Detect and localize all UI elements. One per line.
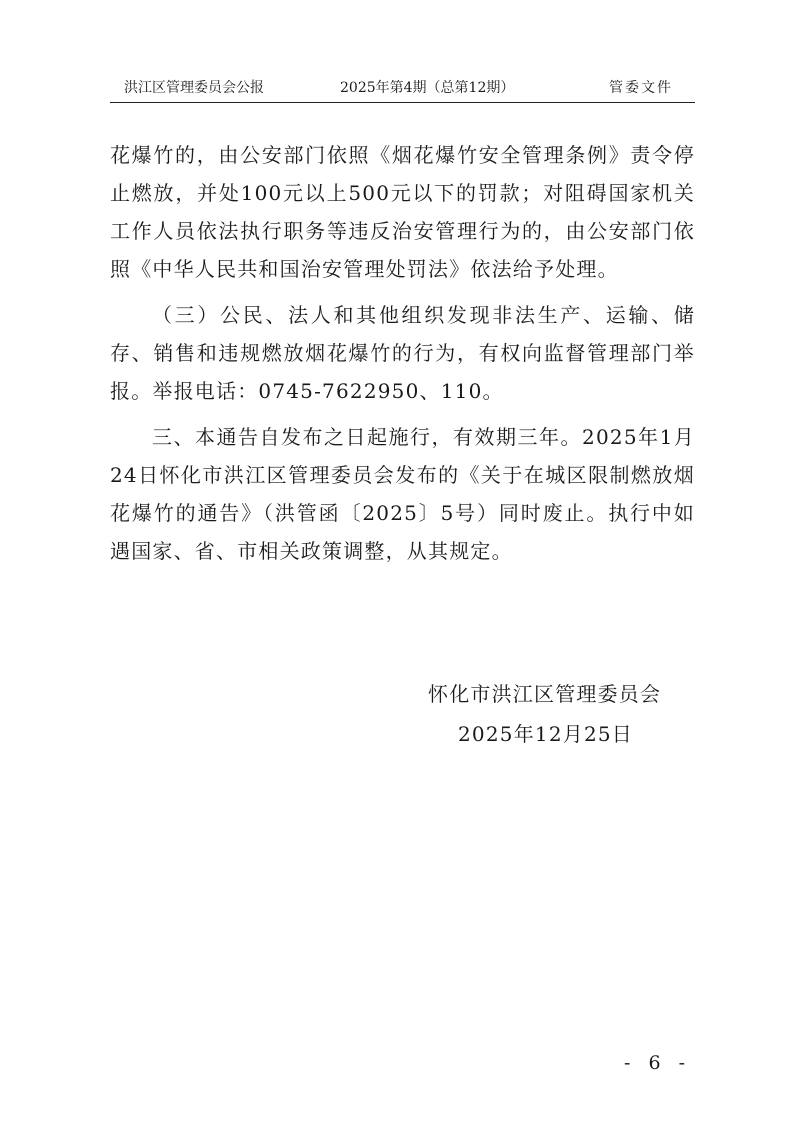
signature-date: 2025年12月25日 [458, 722, 633, 746]
header-publication-name: 洪江区管理委员会公报 [124, 80, 264, 96]
paragraph-penalties: 花爆竹的，由公安部门依照《烟花爆竹安全管理条例》责令停止燃放，并处100元以上500元以下的罚款；对阻碍国家机关工作人员依法执行职务等违反治安管理行为的，由公安部门依照《中华人民共和国治安管理处罚法》依法给予处理。 [110, 143, 695, 281]
page-header [110, 74, 695, 103]
signature-organization: 怀化市洪江区管理委员会 [428, 682, 662, 706]
page-number: - 6 - [623, 1052, 691, 1074]
header-section-label: 管委文件 [609, 80, 673, 96]
document-body [110, 136, 695, 570]
paragraph-effective-date: 三、本通告自发布之日起施行，有效期三年。2025年1月24日怀化市洪江区管理委员会发布的《关于在城区限制燃放烟花爆竹的通告》（洪管函〔2025〕5号）同时废止。执行中如遇国家、省、市相关政策调整，从其规定。 [110, 425, 695, 563]
header-issue-number: 2025年第4期（总第12期） [340, 80, 515, 96]
paragraph-reporting: （三）公民、法人和其他组织发现非法生产、运输、储存、销售和违规燃放烟花爆竹的行为，有权向监督管理部门举报。举报电话：0745-7622950、110。 [110, 303, 695, 403]
